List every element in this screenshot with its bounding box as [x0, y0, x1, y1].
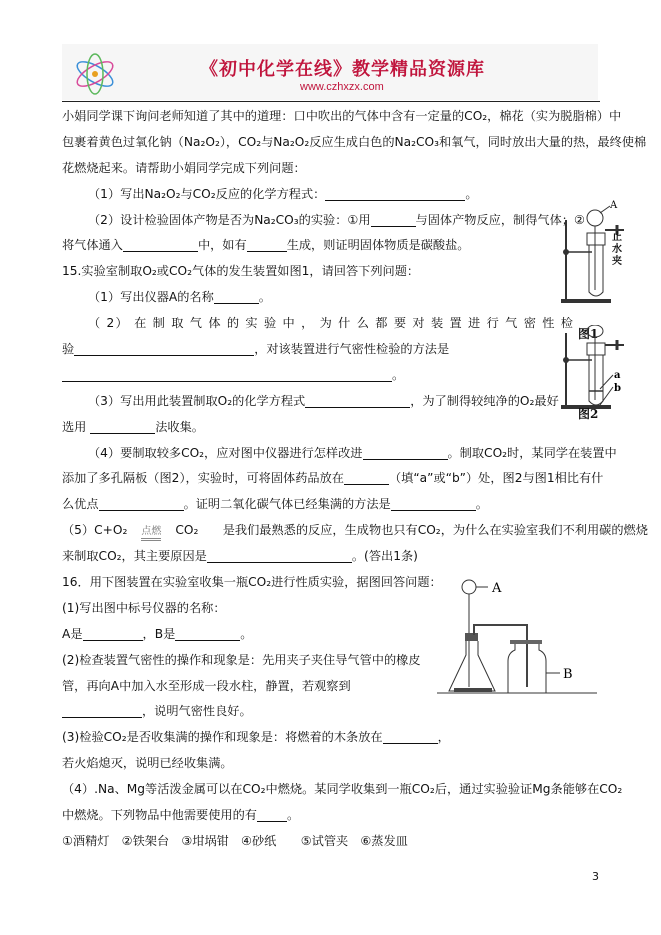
text-line [62, 104, 622, 130]
text-segment: 管，再向A中加入水至形成一段水柱，静置，若观察到 [62, 678, 351, 693]
text-line [62, 544, 607, 570]
figure-2-caption: 图2 [578, 407, 599, 421]
text-segment: CO₂ 是我们最熟悉的反应，生成物也只有CO₂，为什么在实验室我们不利用碳的燃烧 [175, 523, 648, 538]
answer-blank[interactable] [371, 211, 416, 227]
text-segment: 中燃烧。下列物品中他需要使用的有 [62, 808, 257, 823]
answer-blank[interactable] [325, 185, 465, 201]
text-segment: (3)检验CO₂是否收集满的操作和现象是：将燃着的木条放在 [62, 730, 383, 745]
figure-3-apparatus [432, 575, 602, 700]
text-line [62, 751, 607, 777]
text-line [62, 389, 607, 415]
clamp-label: 止水夹 [612, 232, 622, 267]
text-line [62, 259, 607, 285]
answer-blank[interactable] [74, 340, 254, 356]
text-segment: A是 [62, 626, 83, 641]
text-line [62, 337, 607, 363]
figure-1-caption: 图1 [578, 327, 599, 341]
figure-3-label-b: B [563, 667, 573, 682]
text-line [62, 441, 617, 467]
answer-blank[interactable] [123, 236, 198, 252]
answer-blank[interactable] [391, 495, 476, 511]
answer-blank[interactable] [344, 469, 389, 485]
answer-blank[interactable] [62, 366, 392, 382]
text-line [62, 699, 607, 725]
text-segment: （4）.Na、Mg等活泼金属可以在CO₂中燃烧。某同学收集到一瓶CO₂后，通过实验验证Mg条能够在CO₂ [62, 782, 623, 797]
text-segment: （2）设计检验固体产物是否为Na₂CO₃的实验：①用 [88, 212, 371, 227]
text-segment: 来制取CO₂，其主要原因是 [62, 549, 207, 564]
text-line [62, 233, 607, 259]
text-segment: 花燃烧起来。请帮助小娟同学完成下列问题： [62, 160, 306, 175]
text-line [62, 363, 607, 389]
text-segment: 包裹着黄色过氧化钠（Na₂O₂），CO₂与Na₂O₂反应生成白色的Na₂CO₃和氧气，同时放出大量的热，最终使棉 [62, 134, 647, 149]
text-segment: 。(答出1条) [351, 549, 418, 564]
text-segment: 法收集。 [155, 419, 204, 434]
text-segment: 验 [62, 342, 75, 357]
answer-blank[interactable] [83, 625, 143, 641]
text-line [62, 829, 607, 855]
text-segment: 与固体产物反应，制得气体；② [415, 212, 585, 227]
text-segment: 。 [392, 367, 405, 382]
text-segment: （ 2） 在 制 取 气 体 的 实 验 中 ， 为 什 么 都 要 对 装 置 进 行 气 密 性 检 [88, 316, 573, 331]
text-line [62, 466, 607, 492]
text-segment: 。 [287, 808, 300, 823]
text-segment: 15.实验室制取O₂或CO₂气体的发生装置如图1，请回答下列问题： [62, 264, 420, 279]
figure-3-label-a: A [492, 581, 502, 596]
text-segment: 。 [240, 626, 253, 641]
answer-blank[interactable] [90, 418, 155, 434]
text-segment: 中，如有 [197, 238, 247, 253]
figure-1-label-a: A [610, 200, 618, 211]
text-segment: （4）要制取较多CO₂，应对图中仪器进行怎样改进 [88, 445, 363, 460]
text-line [62, 415, 607, 441]
site-title: 《初中化学在线》教学精品资源库 [200, 59, 485, 80]
text-line [62, 725, 607, 751]
text-segment: （3）写出用此装置制取O₂的化学方程式 [88, 393, 306, 408]
site-url: www.czhxzx.com [300, 81, 384, 93]
text-line [62, 156, 607, 182]
text-line [62, 285, 607, 311]
text-segment: 。 [465, 186, 478, 201]
answer-blank[interactable] [207, 547, 352, 563]
text-line [62, 492, 607, 518]
header-divider [62, 101, 600, 102]
answer-blank[interactable] [257, 806, 287, 822]
text-segment: 。 [258, 290, 271, 305]
text-segment: （1）写出Na₂O₂与CO₂反应的化学方程式： [88, 186, 326, 201]
answer-blank[interactable] [99, 495, 184, 511]
text-segment: ①酒精灯 ②铁架台 ③坩埚钳 ④砂纸 ⑤试管夹 ⑥蒸发皿 [62, 833, 408, 848]
text-line [62, 182, 607, 208]
text-segment: ，B是 [142, 626, 176, 641]
text-segment: （5）C+O₂ [62, 523, 128, 538]
text-segment: 生成，则证明固体物质是碳酸盐。 [286, 238, 470, 253]
text-line [62, 130, 647, 156]
answer-blank[interactable] [247, 236, 287, 252]
answer-blank[interactable] [214, 288, 259, 304]
text-line [62, 208, 607, 234]
text-segment: 若火焰熄灭，说明已经收集满。 [62, 756, 233, 771]
text-segment: ， [437, 730, 450, 745]
text-line [62, 803, 607, 829]
text-segment: ，说明气密性良好。 [142, 704, 252, 719]
text-segment: (2)检查装置气密性的操作和现象是：先用夹子夹住导气管中的橡皮 [62, 652, 421, 667]
text-segment: ，为了制得较纯净的O₂最好 [410, 393, 559, 408]
text-segment: 。 [475, 497, 488, 512]
text-segment: 将气体通入 [62, 238, 123, 253]
text-segment: (1)写出图中标号仪器的名称： [62, 600, 226, 615]
answer-blank[interactable] [363, 444, 448, 460]
answer-blank[interactable] [383, 728, 438, 744]
answer-blank[interactable] [62, 702, 142, 718]
text-segment: 小娟同学课下询问老师知道了其中的道理：口中吹出的气体中含有一定量的CO₂，棉花（实为脱脂棉）中 [62, 109, 622, 123]
text-segment: 么优点 [62, 497, 99, 512]
text-segment: 。证明二氧化碳气体已经集满的方法是 [183, 497, 391, 512]
text-segment: （填“a”或“b”）处，图2与图1相比有什 [388, 471, 604, 486]
answer-blank[interactable] [175, 625, 240, 641]
text-line [62, 311, 573, 337]
text-segment: ，对该装置进行气密性检验的方法是 [254, 342, 450, 357]
figure-2-apparatus [558, 325, 628, 413]
figure-2-label-b: b [614, 383, 621, 394]
text-line [62, 777, 623, 803]
reaction-condition: 点燃 [141, 526, 161, 541]
text-segment: 。制取CO₂时，某同学在装置中 [447, 445, 617, 460]
text-segment: 添加了多孔隔板（图2），实验时，可将固体药品放在 [62, 471, 344, 486]
figure-2-label-a: a [614, 370, 621, 381]
logo-icon [70, 52, 120, 96]
text-line [62, 518, 648, 544]
page-number: 3 [592, 870, 599, 883]
text-segment: （1）写出仪器A的名称 [88, 290, 214, 305]
text-segment: 16．用下图装置在实验室收集一瓶CO₂进行性质实验，据图回答问题： [62, 575, 442, 590]
answer-blank[interactable] [305, 392, 410, 408]
text-segment: 选用 [62, 419, 91, 434]
